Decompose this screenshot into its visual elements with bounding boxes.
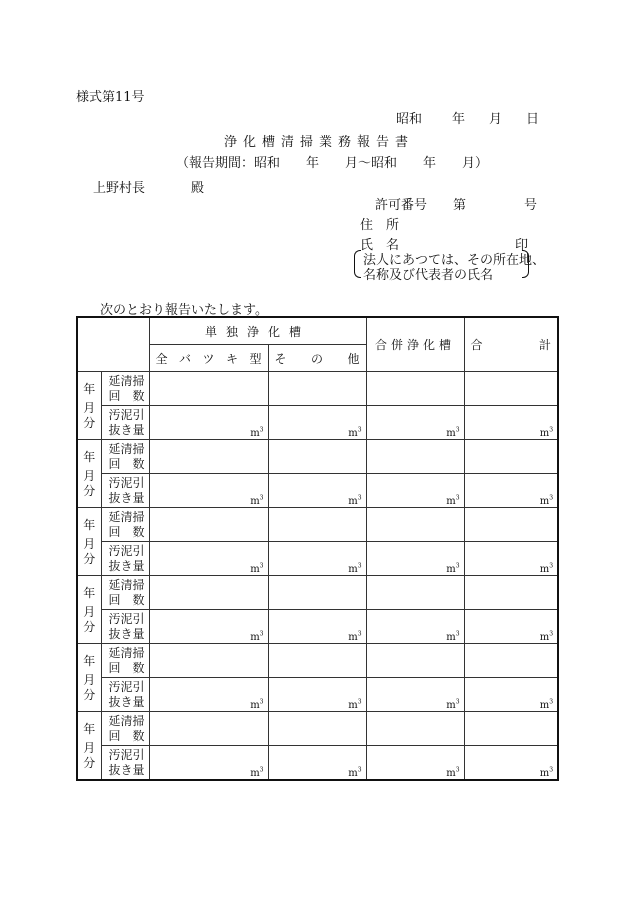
corner-cell bbox=[77, 317, 149, 372]
cleaning-count-combined[interactable] bbox=[366, 576, 464, 610]
sludge-volume-combined[interactable] bbox=[366, 746, 464, 781]
cleaning-count-total[interactable] bbox=[464, 372, 558, 406]
cubic-meter-unit: $m^3$ bbox=[250, 698, 264, 711]
sludge-volume-label: 汚泥引 抜き量 bbox=[101, 678, 149, 712]
report-table bbox=[76, 316, 559, 781]
period-cell bbox=[77, 644, 101, 712]
sludge-volume-full-vacuum[interactable] bbox=[149, 406, 268, 440]
cleaning-count-full-vacuum[interactable] bbox=[149, 712, 268, 746]
cleaning-count-label: 延清掃 回 数 bbox=[101, 644, 149, 678]
cubic-meter-unit: $m^3$ bbox=[539, 426, 554, 439]
cleaning-count-label: 延清掃 回 数 bbox=[101, 372, 149, 406]
sludge-volume-row bbox=[77, 746, 558, 781]
cleaning-count-other[interactable] bbox=[268, 644, 366, 678]
other-type-header: そ の 他 bbox=[268, 345, 366, 372]
cleaning-count-total[interactable] bbox=[464, 644, 558, 678]
cleaning-count-label: 延清掃 回 数 bbox=[101, 440, 149, 474]
form-number: 様式第11号 bbox=[76, 90, 145, 105]
cubic-meter-unit: $m^3$ bbox=[250, 494, 264, 507]
sludge-volume-total[interactable] bbox=[464, 474, 558, 508]
sludge-volume-other[interactable] bbox=[268, 474, 366, 508]
sludge-volume-full-vacuum[interactable] bbox=[149, 678, 268, 712]
document-title: 浄化槽清掃業務報告書 bbox=[224, 135, 415, 150]
corporation-note-line2: 名称及び代表者の氏名 bbox=[363, 268, 494, 283]
seal-mark: 印 bbox=[514, 238, 528, 253]
sludge-volume-other[interactable] bbox=[268, 542, 366, 576]
sludge-volume-full-vacuum[interactable] bbox=[149, 746, 268, 781]
cubic-meter-unit: $m^3$ bbox=[348, 426, 362, 439]
cubic-meter-unit: $m^3$ bbox=[250, 426, 264, 439]
cleaning-count-combined[interactable] bbox=[366, 372, 464, 406]
cleaning-count-combined[interactable] bbox=[366, 508, 464, 542]
cleaning-count-row bbox=[77, 508, 558, 542]
cleaning-count-full-vacuum[interactable] bbox=[149, 372, 268, 406]
permit-number-line bbox=[375, 194, 537, 213]
period-year-label: 年 bbox=[83, 586, 96, 600]
sludge-volume-row bbox=[77, 678, 558, 712]
cubic-meter-unit: $m^3$ bbox=[539, 766, 554, 779]
permit-suffix: 号 bbox=[524, 198, 538, 213]
cleaning-count-row bbox=[77, 644, 558, 678]
cleaning-count-other[interactable] bbox=[268, 576, 366, 610]
cubic-meter-unit: $m^3$ bbox=[250, 562, 264, 575]
sludge-volume-full-vacuum[interactable] bbox=[149, 610, 268, 644]
cubic-meter-unit: $m^3$ bbox=[539, 494, 554, 507]
cleaning-count-full-vacuum[interactable] bbox=[149, 508, 268, 542]
right-bracket bbox=[522, 250, 529, 278]
sludge-volume-other[interactable] bbox=[268, 610, 366, 644]
date-line bbox=[396, 108, 539, 127]
period-month-label: 月 分 bbox=[83, 469, 96, 498]
sludge-volume-total[interactable] bbox=[464, 610, 558, 644]
table-body bbox=[77, 372, 558, 781]
cubic-meter-unit: $m^3$ bbox=[446, 562, 460, 575]
name-label: 氏 名 bbox=[360, 238, 400, 253]
sludge-volume-combined[interactable] bbox=[366, 678, 464, 712]
addressee-suffix: 殿 bbox=[191, 181, 205, 196]
sludge-volume-combined[interactable] bbox=[366, 406, 464, 440]
permit-label: 許可番号 bbox=[375, 198, 428, 213]
cubic-meter-unit: $m^3$ bbox=[446, 494, 460, 507]
cleaning-count-label: 延清掃 回 数 bbox=[101, 576, 149, 610]
cleaning-count-other[interactable] bbox=[268, 712, 366, 746]
period-cell bbox=[77, 576, 101, 644]
cubic-meter-unit: $m^3$ bbox=[348, 562, 362, 575]
sludge-volume-row bbox=[77, 542, 558, 576]
cleaning-count-row bbox=[77, 712, 558, 746]
corporation-note bbox=[354, 248, 546, 283]
cleaning-count-combined[interactable] bbox=[366, 644, 464, 678]
cleaning-count-total[interactable] bbox=[464, 508, 558, 542]
period-cell bbox=[77, 440, 101, 508]
cubic-meter-unit: $m^3$ bbox=[539, 562, 554, 575]
total-header: 合 計 bbox=[464, 317, 558, 372]
sludge-volume-row bbox=[77, 474, 558, 508]
period-cell bbox=[77, 372, 101, 440]
period-month-label: 月 分 bbox=[83, 741, 96, 770]
cleaning-count-total[interactable] bbox=[464, 712, 558, 746]
sludge-volume-other[interactable] bbox=[268, 746, 366, 781]
cleaning-count-other[interactable] bbox=[268, 372, 366, 406]
cubic-meter-unit: $m^3$ bbox=[539, 698, 554, 711]
period-month-label: 月 分 bbox=[83, 673, 96, 702]
cleaning-count-full-vacuum[interactable] bbox=[149, 644, 268, 678]
cleaning-count-label: 延清掃 回 数 bbox=[101, 508, 149, 542]
permit-prefix: 第 bbox=[453, 198, 467, 213]
sludge-volume-label: 汚泥引 抜き量 bbox=[101, 406, 149, 440]
left-bracket bbox=[354, 250, 361, 278]
sludge-volume-other[interactable] bbox=[268, 406, 366, 440]
sludge-volume-combined[interactable] bbox=[366, 474, 464, 508]
sludge-volume-row bbox=[77, 610, 558, 644]
period-month-label: 月 分 bbox=[83, 401, 96, 430]
cleaning-count-other[interactable] bbox=[268, 440, 366, 474]
cleaning-count-row bbox=[77, 576, 558, 610]
cleaning-count-label: 延清掃 回 数 bbox=[101, 712, 149, 746]
cleaning-count-full-vacuum[interactable] bbox=[149, 440, 268, 474]
period-year-label: 年 bbox=[83, 382, 96, 396]
intro-text: 次のとおり報告いたします。 bbox=[100, 303, 268, 318]
sludge-volume-label: 汚泥引 抜き量 bbox=[101, 610, 149, 644]
sludge-volume-full-vacuum[interactable] bbox=[149, 542, 268, 576]
cubic-meter-unit: $m^3$ bbox=[250, 766, 264, 779]
cubic-meter-unit: $m^3$ bbox=[348, 630, 362, 643]
cleaning-count-full-vacuum[interactable] bbox=[149, 576, 268, 610]
cleaning-count-other[interactable] bbox=[268, 508, 366, 542]
cleaning-count-combined[interactable] bbox=[366, 712, 464, 746]
report-period: （報告期間：昭和 年 月～昭和 年 月） bbox=[176, 156, 489, 171]
sludge-volume-total[interactable] bbox=[464, 406, 558, 440]
period-year-label: 年 bbox=[83, 654, 96, 668]
sludge-volume-label: 汚泥引 抜き量 bbox=[101, 474, 149, 508]
period-cell bbox=[77, 508, 101, 576]
cubic-meter-unit: $m^3$ bbox=[250, 630, 264, 643]
corporation-note-line1: 法人にあつては、その所在地、 bbox=[363, 253, 546, 268]
cubic-meter-unit: $m^3$ bbox=[348, 698, 362, 711]
cubic-meter-unit: $m^3$ bbox=[348, 766, 362, 779]
sludge-volume-total[interactable] bbox=[464, 746, 558, 781]
addressee-name: 上野村長 bbox=[93, 181, 146, 196]
date-month: 月 bbox=[489, 112, 503, 127]
cubic-meter-unit: $m^3$ bbox=[446, 766, 460, 779]
cleaning-count-total[interactable] bbox=[464, 440, 558, 474]
address-label: 住 所 bbox=[360, 218, 400, 233]
single-tank-header: 単独浄化槽 bbox=[149, 317, 366, 345]
cubic-meter-unit: $m^3$ bbox=[446, 698, 460, 711]
cubic-meter-unit: $m^3$ bbox=[348, 494, 362, 507]
date-day: 日 bbox=[526, 112, 540, 127]
cleaning-count-row bbox=[77, 372, 558, 406]
sludge-volume-label: 汚泥引 抜き量 bbox=[101, 746, 149, 781]
sludge-volume-other[interactable] bbox=[268, 678, 366, 712]
cleaning-count-combined[interactable] bbox=[366, 440, 464, 474]
period-month-label: 月 分 bbox=[83, 605, 96, 634]
cubic-meter-unit: $m^3$ bbox=[446, 426, 460, 439]
sludge-volume-combined[interactable] bbox=[366, 542, 464, 576]
sludge-volume-total[interactable] bbox=[464, 542, 558, 576]
cleaning-count-row bbox=[77, 440, 558, 474]
combined-tank-header: 合併浄化槽 bbox=[366, 317, 464, 372]
sludge-volume-label: 汚泥引 抜き量 bbox=[101, 542, 149, 576]
cubic-meter-unit: $m^3$ bbox=[446, 630, 460, 643]
period-year-label: 年 bbox=[83, 450, 96, 464]
date-year: 年 bbox=[452, 112, 466, 127]
sludge-volume-full-vacuum[interactable] bbox=[149, 474, 268, 508]
cleaning-count-total[interactable] bbox=[464, 576, 558, 610]
addressee bbox=[93, 177, 204, 196]
period-cell bbox=[77, 712, 101, 781]
period-month-label: 月 分 bbox=[83, 537, 96, 566]
full-vacuum-type-header: 全 バ ツ キ 型 bbox=[149, 345, 268, 372]
date-era: 昭和 bbox=[396, 112, 423, 127]
sludge-volume-row bbox=[77, 406, 558, 440]
period-year-label: 年 bbox=[83, 518, 96, 532]
cubic-meter-unit: $m^3$ bbox=[539, 630, 554, 643]
period-year-label: 年 bbox=[83, 722, 96, 736]
sludge-volume-combined[interactable] bbox=[366, 610, 464, 644]
sludge-volume-total[interactable] bbox=[464, 678, 558, 712]
